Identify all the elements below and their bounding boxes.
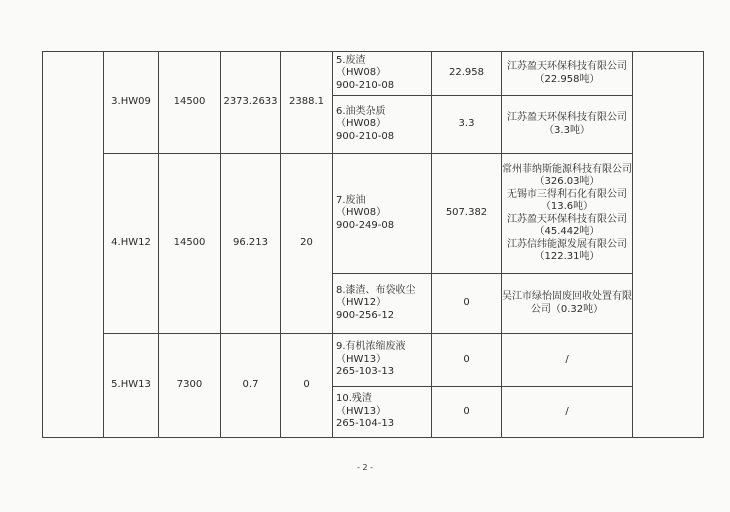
limit-cell: 14500 [159, 52, 221, 154]
waste-amount-cell: 22.958 [432, 52, 502, 96]
waste-code: 900-210-08 [336, 130, 395, 142]
receiver-line: 常州菲纳斯能源科技有限公司 [502, 163, 632, 175]
receiver-line: （45.442吨） [534, 226, 600, 237]
category-cell: 5.HW13 [104, 334, 159, 438]
disposed-cell: 0 [281, 334, 333, 438]
receiver-cell [502, 52, 633, 96]
category-cell: 4.HW12 [104, 154, 159, 334]
waste-label: 10.残渣 [336, 393, 372, 405]
waste-label: 9.有机浓缩废液 [336, 341, 406, 353]
produced-cell: 2373.2633 [221, 52, 281, 154]
receiver-line: 江苏盈天环保科技有限公司 [507, 213, 627, 225]
waste-code: 900-210-08 [336, 79, 395, 91]
table-row [43, 52, 704, 96]
waste-amount-cell: 3.3 [432, 96, 502, 154]
limit-cell: 7300 [159, 334, 221, 438]
receiver-line: 吴江市绿怡固废回收处置有限 [502, 291, 632, 302]
table-row [43, 334, 704, 387]
waste-name-cell [333, 52, 432, 96]
receiver-line: （22.958吨） [534, 73, 600, 85]
waste-label: 7.废油 [336, 194, 366, 206]
receiver-line: 江苏盈天环保科技有限公司 [507, 112, 627, 123]
receiver-line: 公司（0.32吨） [530, 303, 604, 315]
table-row [43, 154, 704, 274]
waste-class: （HW08） [336, 67, 387, 79]
waste-code: 900-249-08 [336, 219, 395, 231]
produced-cell: 0.7 [221, 334, 281, 438]
receiver-line: （122.31吨） [534, 251, 600, 262]
waste-code: 265-104-13 [336, 418, 395, 430]
waste-class: （HW12） [336, 297, 387, 309]
page-number: - 2 - [357, 463, 373, 472]
receiver-cell: / [502, 387, 633, 438]
waste-class: （HW08） [336, 207, 387, 219]
waste-name-cell [333, 274, 432, 334]
receiver-line: （13.6吨） [540, 201, 594, 212]
receiver-cell [502, 274, 633, 334]
left-empty-cell [43, 52, 104, 438]
waste-amount-cell: 507.382 [432, 154, 502, 274]
receiver-line: 无锡市三得利石化有限公司 [507, 188, 627, 200]
waste-name-cell [333, 154, 432, 274]
produced-cell: 96.213 [221, 154, 281, 334]
receiver-line: （3.3吨） [544, 124, 590, 136]
hazardous-waste-table [42, 51, 704, 438]
waste-name-cell [333, 387, 432, 438]
disposed-cell: 20 [281, 154, 333, 334]
limit-cell: 14500 [159, 154, 221, 334]
right-empty-cell [633, 52, 704, 438]
waste-class: （HW13） [336, 353, 387, 365]
waste-code: 900-256-12 [336, 309, 395, 321]
waste-amount-cell: 0 [432, 387, 502, 438]
receiver-cell [502, 96, 633, 154]
waste-amount-cell: 0 [432, 274, 502, 334]
waste-class: （HW08） [336, 118, 387, 130]
receiver-line: 江苏盈天环保科技有限公司 [507, 61, 627, 72]
disposed-cell: 2388.1 [281, 52, 333, 154]
waste-label: 6.油类杂质 [336, 105, 386, 117]
receiver-line: （326.03吨） [534, 176, 600, 187]
waste-code: 265-103-13 [336, 366, 395, 378]
waste-class: （HW13） [336, 405, 387, 417]
receiver-cell: / [502, 334, 633, 387]
category-cell: 3.HW09 [104, 52, 159, 154]
waste-label: 8.漆渣、布袋收尘 [336, 284, 416, 296]
receiver-cell [502, 154, 633, 274]
waste-amount-cell: 0 [432, 334, 502, 387]
waste-name-cell [333, 96, 432, 154]
receiver-line: 江苏信纬能源发展有限公司 [507, 238, 627, 250]
waste-label: 5.废渣 [336, 54, 366, 66]
waste-name-cell [333, 334, 432, 387]
